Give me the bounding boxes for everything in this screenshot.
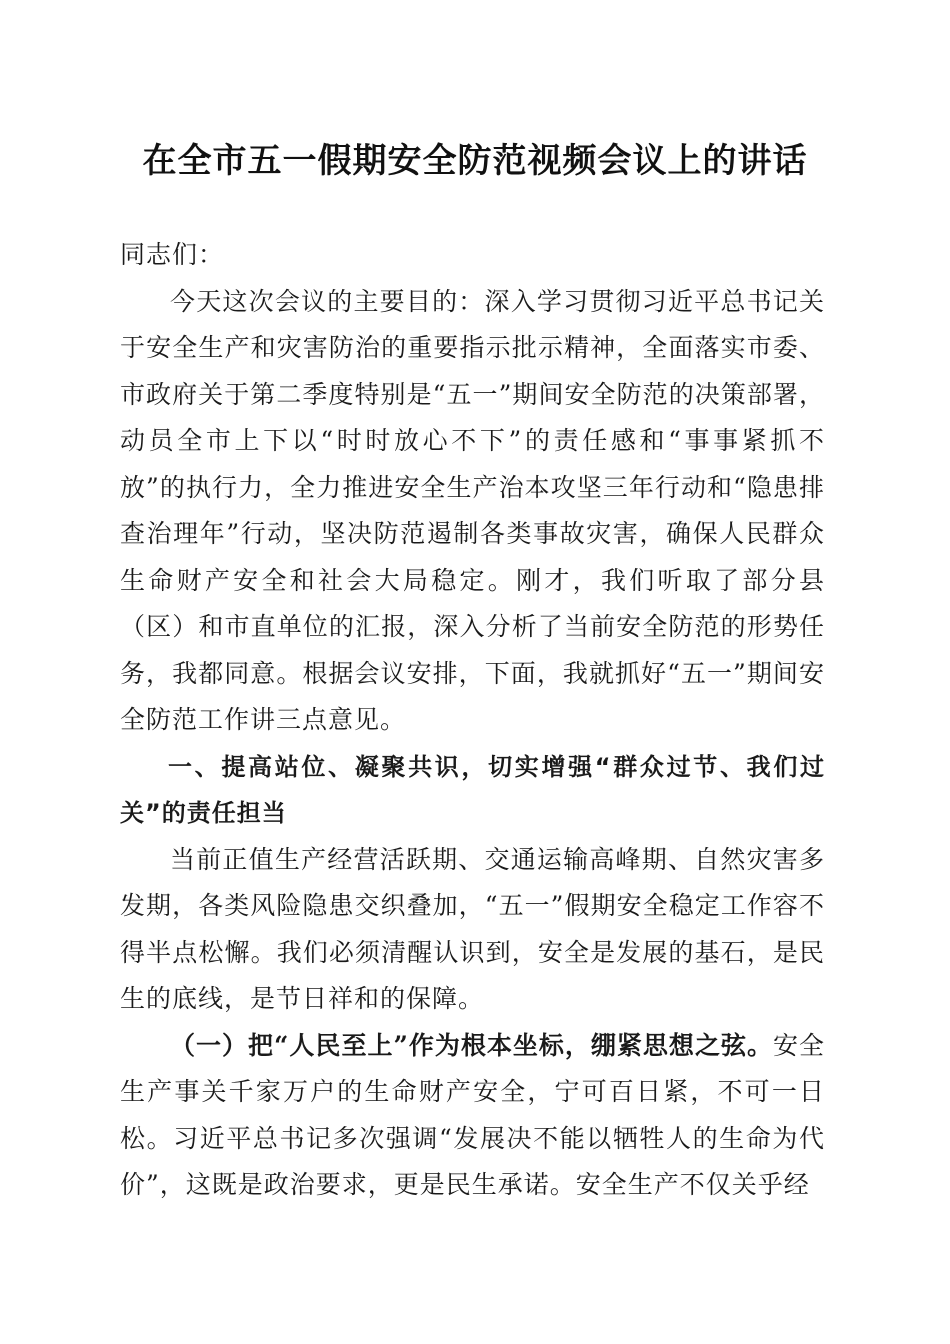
document-title: 在全市五一假期安全防范视频会议上的讲话 bbox=[142, 141, 808, 181]
subsection-1-heading: （一）把“人民至上”作为根本坐标，绷紧思想之弦。 bbox=[170, 1030, 773, 1060]
subsection-1-paragraph bbox=[120, 1023, 825, 1209]
document-body bbox=[120, 232, 825, 1209]
subsection-1-text: 安全生产事关千家万户的生命财产安全，宁可百日紧，不可一日松。习近平总书记多次强调“发展决不能以牺牲人的生命为代价”，这既是政治要求，更是民生承诺。安全生产不仅关乎经 bbox=[120, 1030, 825, 1199]
section-1-paragraph: 当前正值生产经营活跃期、交通运输高峰期、自然灾害多发期，各类风险隐患交织叠加，“五一”假期安全稳定工作容不得半点松懈。我们必须清醒认识到，安全是发展的基石，是民生的底线，是节日祥和的保障。 bbox=[120, 844, 825, 1013]
intro-paragraph: 今天这次会议的主要目的：深入学习贯彻习近平总书记关于安全生产和灾害防治的重要指示批示精神，全面落实市委、市政府关于第二季度特别是“五一”期间安全防范的决策部署，动员全市上下以“时时放心不下”的责任感和“事事紧抓不放”的执行力，全力推进安全生产治本攻坚三年行动和“隐患排查治理年”行动，坚决防范遏制各类事故灾害，确保人民群众生命财产安全和社会大局稳定。刚才，我们听取了部分县（区）和市直单位的汇报，深入分析了当前安全防范的形势任务，我都同意。根据会议安排，下面，我就抓好“五一”期间安全防范工作讲三点意见。 bbox=[120, 286, 825, 734]
salutation: 同志们： bbox=[120, 240, 225, 269]
section-1-heading: 一、提高站位、凝聚共识，切实增强“群众过节、我们过关”的责任担当 bbox=[120, 752, 825, 827]
